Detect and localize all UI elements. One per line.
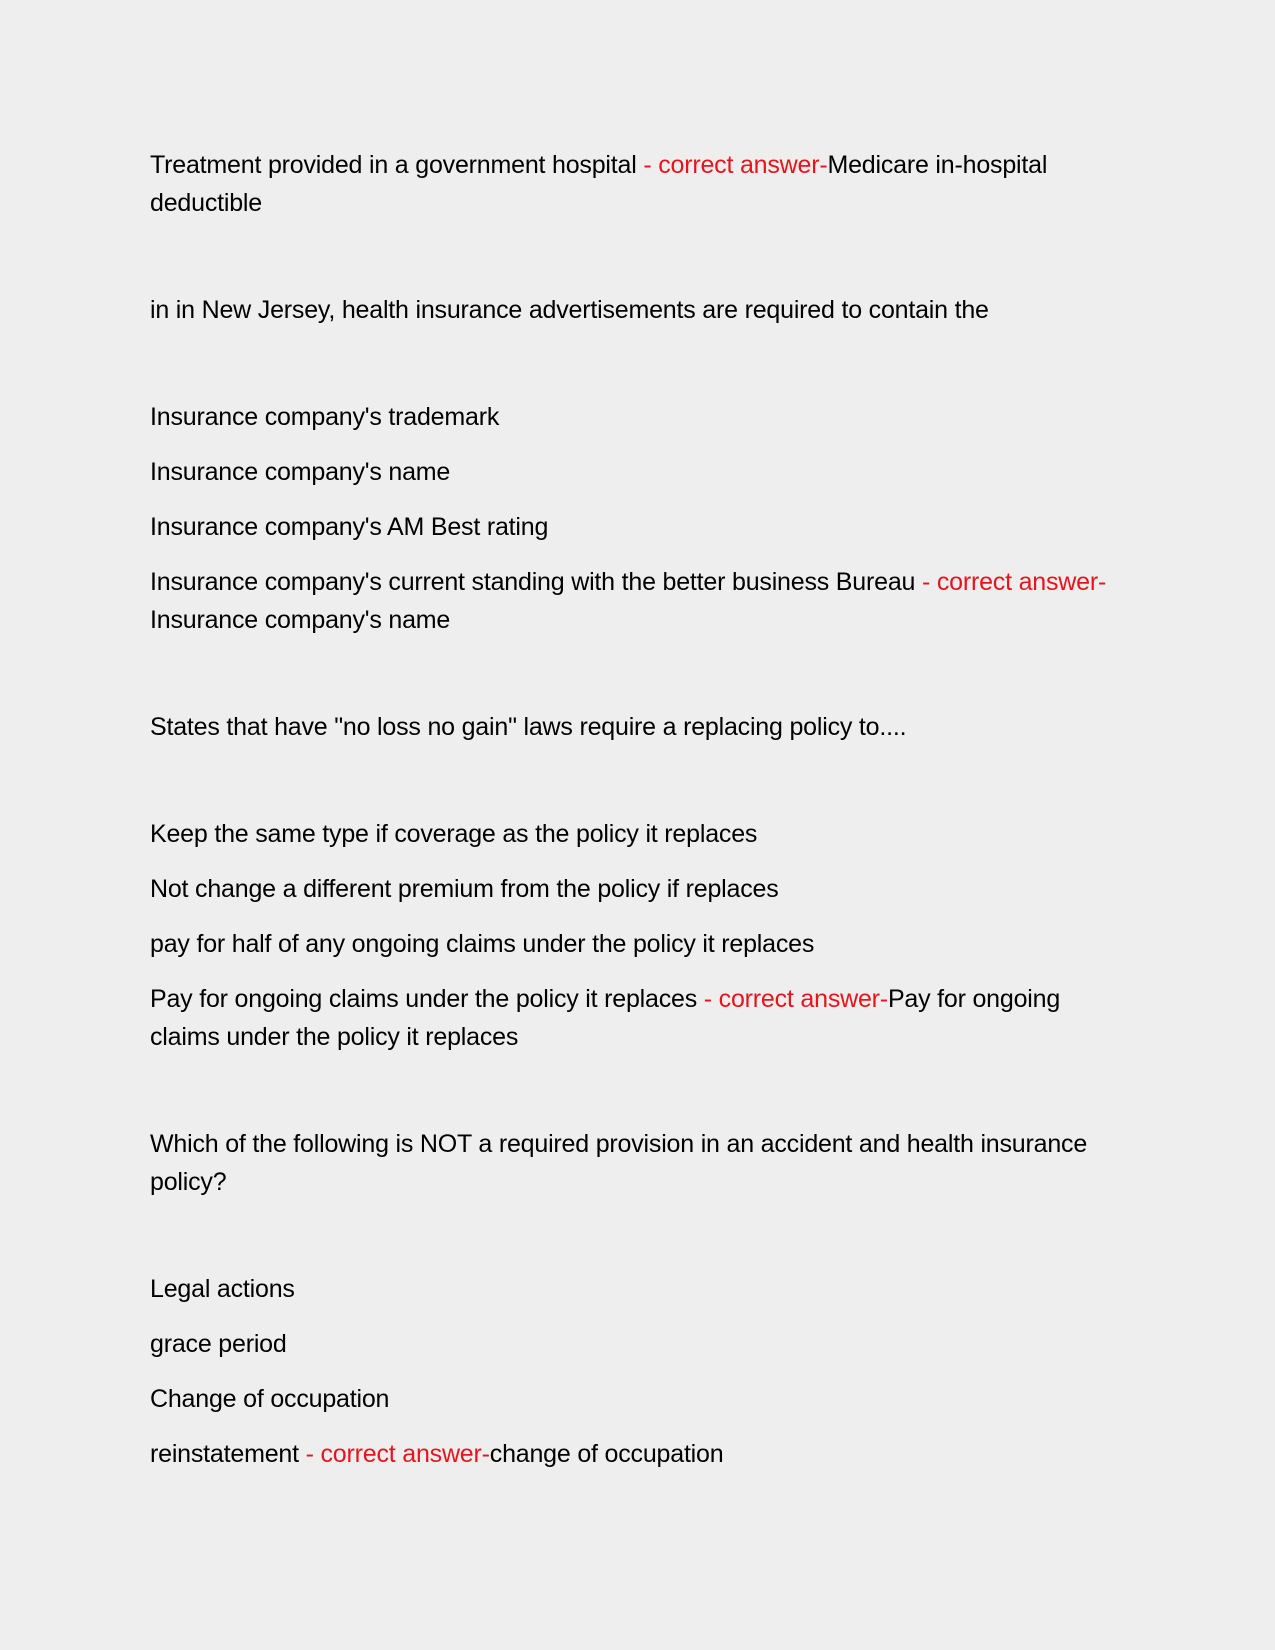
option-item: Not change a different premium from the policy if replaces [150, 875, 779, 903]
question-text: in in New Jersey, health insurance advertisements are required to contain the [150, 296, 989, 324]
option-item: Insurance company's name [150, 458, 451, 486]
option-item: Insurance company's AM Best rating [150, 513, 549, 541]
option-item: Keep the same type if coverage as the policy it replaces [150, 820, 758, 848]
option-text: reinstatement [150, 1440, 306, 1468]
option-item: Insurance company's trademark [150, 403, 500, 431]
answer-text: Medicare in-hospital deductible [150, 151, 1048, 217]
correct-answer-marker: - correct answer- [921, 568, 1107, 596]
correct-answer-marker: - correct answer- [643, 151, 828, 179]
option-text: Insurance company's current standing with the better business Bureau [150, 568, 922, 596]
document-page [150, 146, 1110, 1473]
qa-block-1 [150, 146, 1110, 222]
correct-answer-marker: - correct answer- [305, 1440, 490, 1468]
option-item: Change of occupation [150, 1385, 390, 1413]
question-text: Treatment provided in a government hospital [150, 151, 644, 179]
option-text: Pay for ongoing claims under the policy it replaces [150, 985, 704, 1013]
question-text: Which of the following is NOT a required provision in an accident and health insurance policy? [150, 1130, 1088, 1196]
option-item: pay for half of any ongoing claims under the policy it replaces [150, 930, 815, 958]
correct-answer-marker: - correct answer- [703, 985, 888, 1013]
question-text: States that have "no loss no gain" laws require a replacing policy to.... [150, 713, 907, 741]
option-item: Legal actions [150, 1275, 295, 1303]
answer-text: Pay for ongoing claims under the policy it replaces [150, 985, 1061, 1051]
answer-text: change of occupation [489, 1440, 724, 1468]
option-item: grace period [150, 1330, 287, 1358]
option-item-with-answer [150, 980, 1110, 1056]
option-item-with-answer [150, 563, 1110, 639]
answer-text: Insurance company's name [150, 606, 451, 634]
option-item-with-answer [150, 1435, 1110, 1473]
